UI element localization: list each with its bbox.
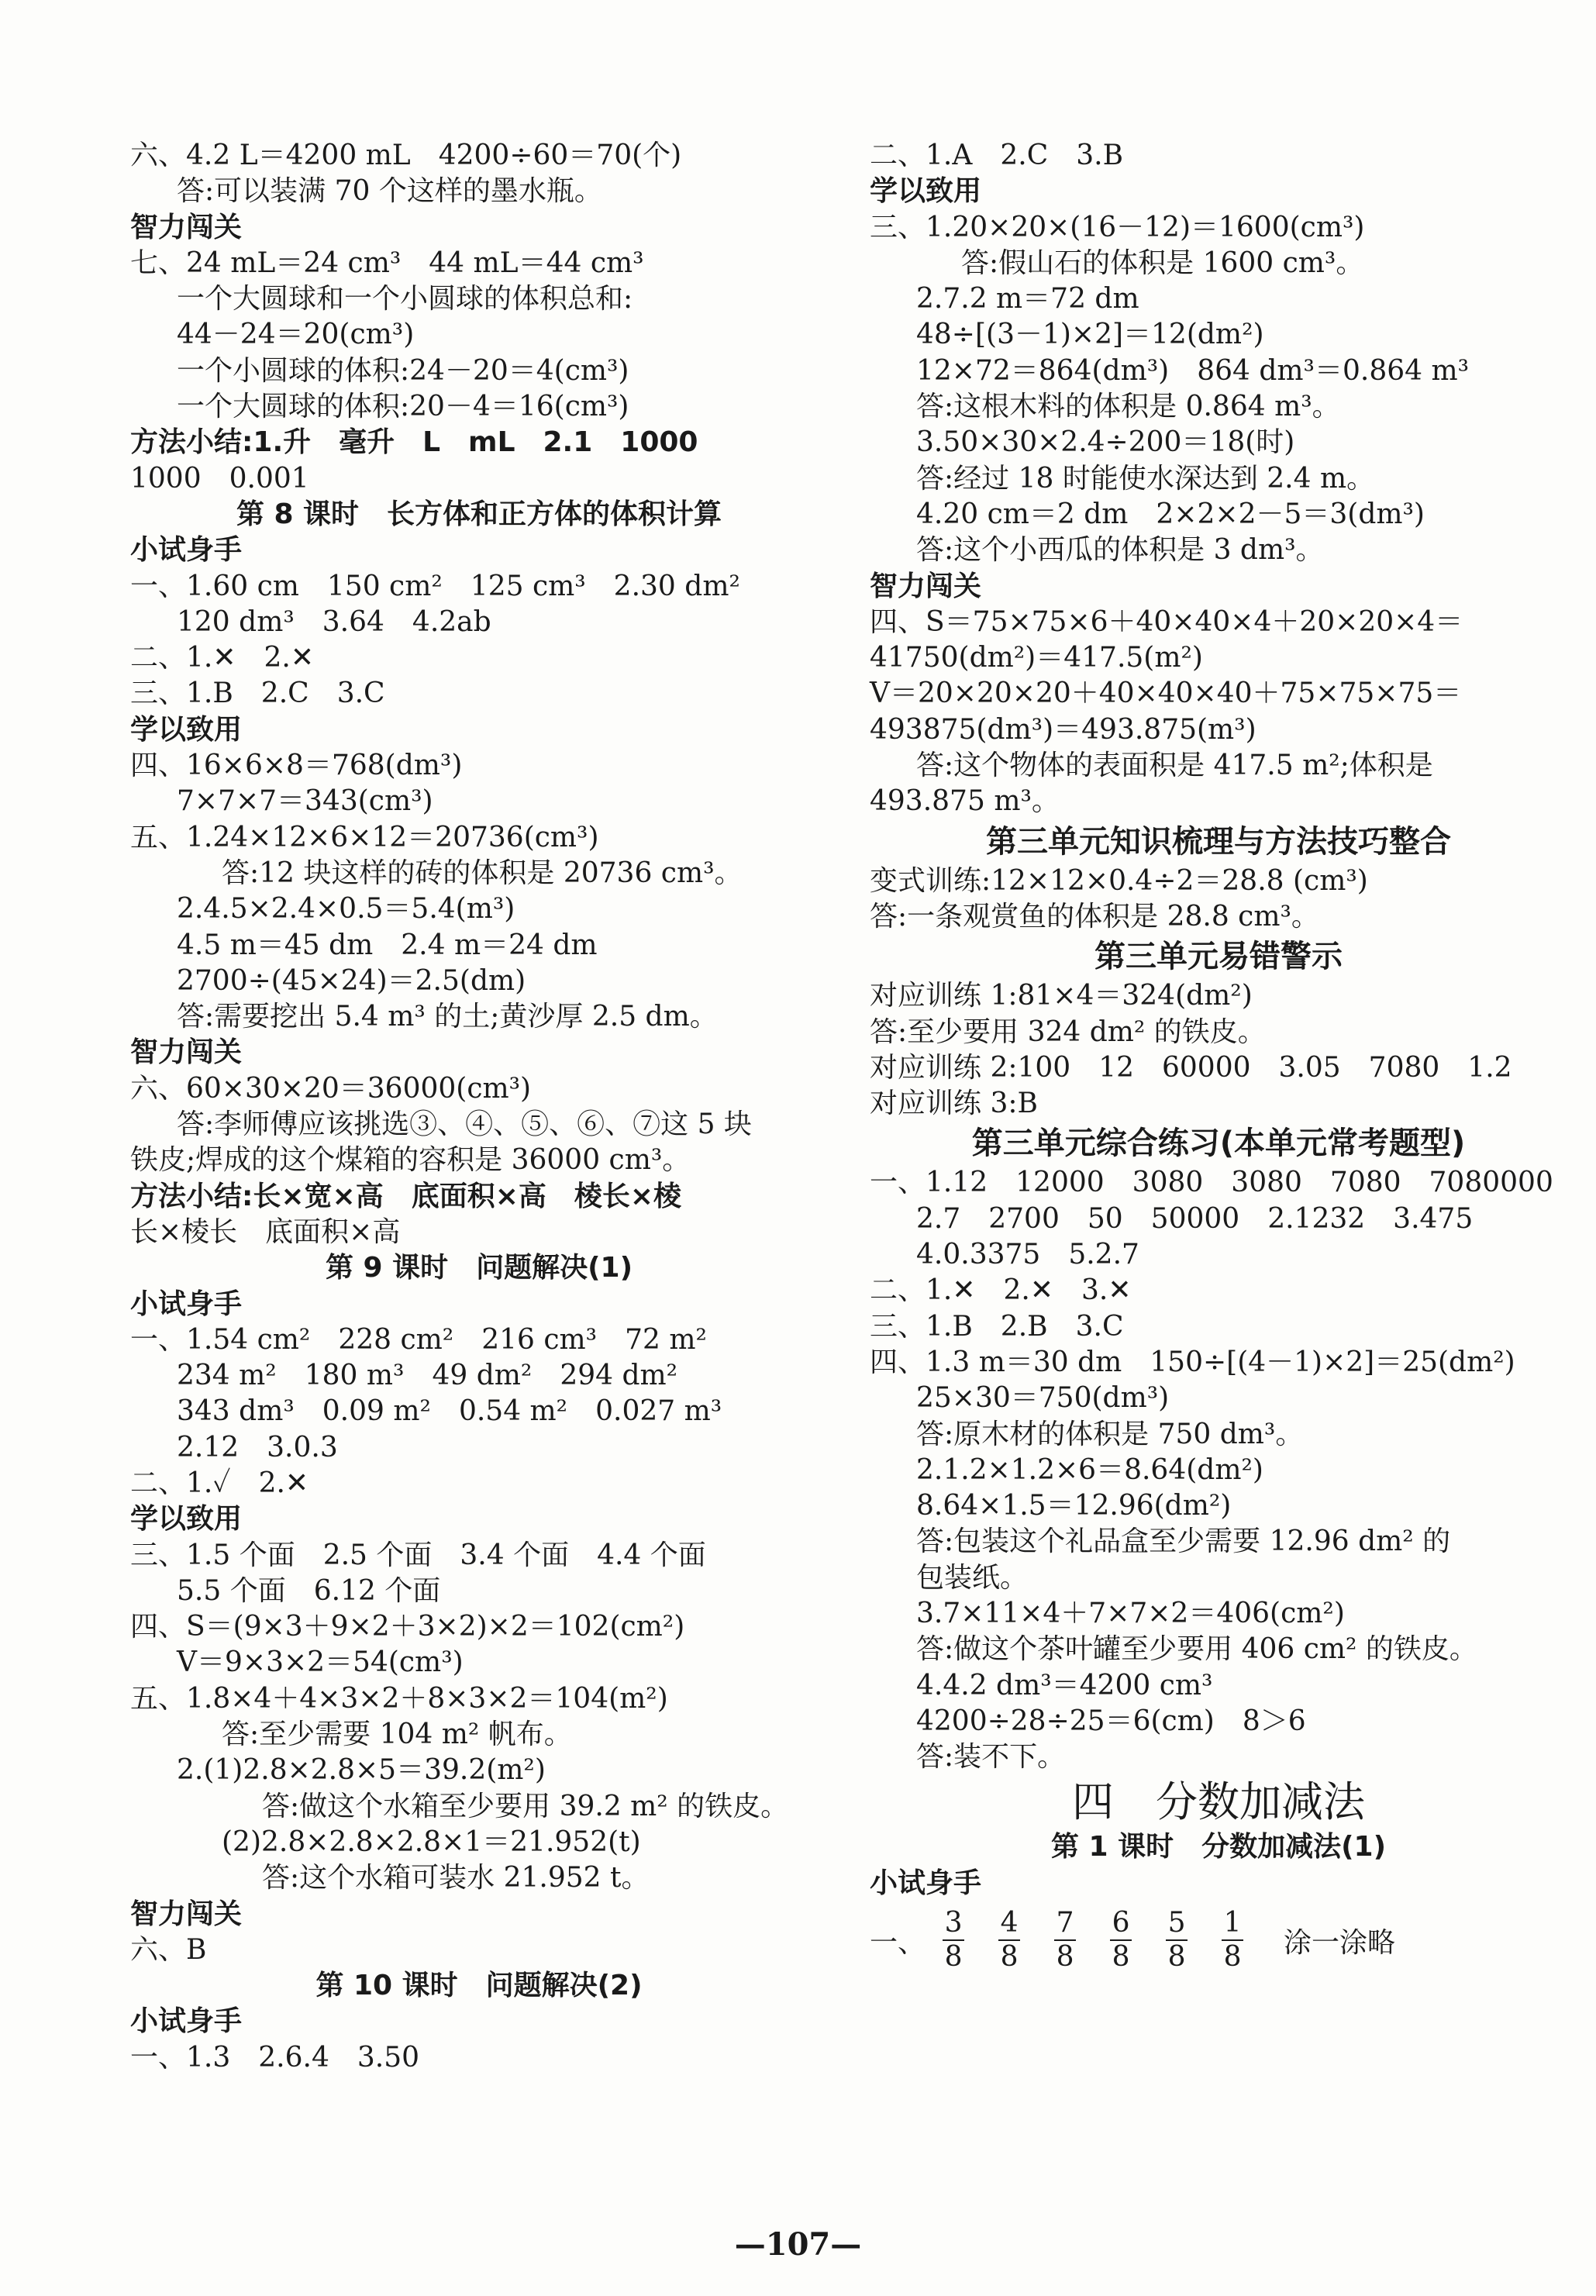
answer-line: 343 dm³ 0.09 m² 0.54 m² 0.027 m³ — [177, 1395, 722, 1428]
answer-line: 12×72＝864(dm³) 864 dm³＝0.864 m³ — [916, 354, 1470, 387]
answer-line: 4.20 cm＝2 dm 2×2×2－5＝3(dm³) — [916, 498, 1425, 530]
answer-line: 四、1.3 m＝30 dm 150÷[(4－1)×2]＝25(dm²) — [870, 1346, 1515, 1378]
answer-line: 1000 0.001 — [130, 462, 309, 495]
section-heading: 学以致用 — [130, 1503, 243, 1536]
page-number: —107— — [734, 2226, 862, 2263]
answer-line: 答:装不下。 — [916, 1741, 1066, 1774]
answer-line: 答:经过 18 时能使水深达到 2.4 m。 — [916, 462, 1375, 495]
answer-line: 答:包装这个礼品盒至少需要 12.96 dm² 的 — [916, 1525, 1451, 1558]
lesson-title: 第 8 课时 长方体和正方体的体积计算 — [236, 498, 722, 530]
section-heading: 小试身手 — [130, 1288, 243, 1320]
answer-line: 4200÷28÷25＝6(cm) 8＞6 — [916, 1705, 1306, 1737]
answer-line: 二、1.A 2.C 3.B — [870, 140, 1124, 171]
answer-line: 长×棱长 底面积×高 — [130, 1215, 401, 1248]
fraction — [1110, 1907, 1132, 1974]
section-heading: 小试身手 — [870, 1867, 982, 1899]
answer-line: 变式训练:12×12×0.4÷2＝28.8 (cm³) — [870, 864, 1368, 897]
answer-line: 答:假山石的体积是 1600 cm³。 — [961, 246, 1364, 279]
answer-line: 4.5 m＝45 dm 2.4 m＝24 dm — [177, 929, 598, 961]
answer-line: 答:这个水箱可装水 21.952 t。 — [262, 1862, 650, 1894]
denominator: 8 — [1056, 1941, 1074, 1974]
answer-line: 一个大圆球的体积:20－4＝16(cm³) — [177, 391, 629, 423]
fraction-note: 涂一涂略 — [1284, 1926, 1396, 1959]
answer-line: 答:原木材的体积是 750 dm³。 — [916, 1418, 1304, 1450]
answer-line: 4.4.2 dm³＝4200 cm³ — [916, 1669, 1213, 1701]
answer-line: 2.7 2700 50 50000 2.1232 3.475 — [916, 1202, 1474, 1235]
answer-line: 2.1.2×1.2×6＝8.64(dm²) — [916, 1453, 1263, 1486]
answer-line: 六、4.2 L＝4200 mL 4200÷60＝70(个) — [130, 140, 682, 171]
answer-line: 120 dm³ 3.64 4.2ab — [177, 605, 491, 638]
fraction — [943, 1907, 964, 1974]
answer-line: 48÷[(3－1)×2]＝12(dm²) — [916, 319, 1264, 351]
answer-line: 2.7.2 m＝72 dm — [916, 283, 1139, 315]
answer-line: 一、1.60 cm 150 cm² 125 cm³ 2.30 dm² — [130, 570, 740, 602]
answer-line: 六、B — [130, 1933, 207, 1966]
section-heading: 学以致用 — [870, 175, 982, 208]
answer-line: V＝20×20×20＋40×40×40＋75×75×75＝ — [870, 677, 1462, 710]
answer-line: 493875(dm³)＝493.875(m³) — [870, 713, 1256, 746]
answer-line: 答:一条观赏鱼的体积是 28.8 cm³。 — [870, 900, 1319, 933]
section-heading: 智力闯关 — [870, 570, 982, 602]
denominator: 8 — [1167, 1941, 1186, 1974]
answer-line: 3.7×11×4＋7×7×2＝406(cm²) — [916, 1597, 1345, 1629]
answer-line: 四、S＝75×75×6＋40×40×4＋20×20×4＝ — [870, 605, 1463, 638]
answer-line: 234 m² 180 m³ 49 dm² 294 dm² — [177, 1360, 678, 1392]
answer-line: 三、1.20×20×(16－12)＝1600(cm³) — [870, 211, 1365, 243]
answer-line: 答:至少需要 104 m² 帆布。 — [222, 1719, 572, 1751]
section-heading: 小试身手 — [130, 534, 243, 567]
fraction-answer-row — [870, 1901, 1567, 1979]
answer-line: 答:这个小西瓜的体积是 3 dm³。 — [916, 534, 1324, 567]
answer-line: 2700÷(45×24)＝2.5(dm) — [177, 964, 526, 997]
section-heading: 小试身手 — [130, 2005, 243, 2038]
answer-line: 包装纸。 — [916, 1561, 1029, 1594]
fraction — [1166, 1907, 1188, 1974]
answer-line: 25×30＝750(dm³) — [916, 1382, 1170, 1415]
fraction — [1054, 1907, 1076, 1974]
answer-line: 2.12 3.0.3 — [177, 1431, 338, 1463]
answer-line: 答:这根木料的体积是 0.864 m³。 — [916, 391, 1340, 423]
answer-line: 答:至少要用 324 dm² 的铁皮。 — [870, 1015, 1266, 1048]
denominator: 8 — [1223, 1941, 1242, 1974]
fraction — [1222, 1907, 1243, 1974]
answer-line: 一、1.54 cm² 228 cm² 216 cm³ 72 m² — [130, 1323, 707, 1356]
answer-line: 四、S＝(9×3＋9×2＋3×2)×2＝102(cm²) — [130, 1611, 685, 1643]
numerator: 4 — [1000, 1907, 1019, 1939]
unit-practice-title: 第三单元综合练习(本单元常考题型) — [971, 1126, 1466, 1162]
answer-line: (2)2.8×2.8×2.8×1＝21.952(t) — [222, 1825, 641, 1858]
numerator: 7 — [1056, 1907, 1074, 1939]
answer-line: 493.875 m³。 — [870, 785, 1060, 818]
lesson-title: 第 9 课时 问题解决(1) — [325, 1252, 633, 1284]
answer-line: 六、60×30×20＝36000(cm³) — [130, 1072, 532, 1105]
question-number: 一、 — [870, 1926, 926, 1959]
numerator: 1 — [1223, 1907, 1242, 1939]
method-summary: 方法小结:1.升 毫升 L mL 2.1 1000 — [130, 426, 698, 459]
answer-line: 四、16×6×8＝768(dm³) — [130, 750, 463, 782]
method-summary: 方法小结:长×宽×高 底面积×高 棱长×棱 — [130, 1180, 682, 1212]
answer-line: 二、1.✓ 2.✕ — [130, 1467, 309, 1499]
answer-line: 二、1.✕ 2.✕ — [130, 642, 315, 674]
right-column — [870, 138, 1567, 1979]
answer-line: 4.0.3375 5.2.7 — [916, 1239, 1139, 1271]
answer-line: 一个大圆球和一个小圆球的体积总和: — [177, 283, 633, 315]
answer-line: 答:李师傅应该挑选③、④、⑤、⑥、⑦这 5 块 — [177, 1108, 752, 1141]
answer-line: 三、1.5 个面 2.5 个面 3.4 个面 4.4 个面 — [130, 1539, 706, 1571]
answer-line: 答:这个物体的表面积是 417.5 m²;体积是 — [916, 750, 1433, 782]
answer-line: 答:做这个茶叶罐至少要用 406 cm² 的铁皮。 — [916, 1633, 1477, 1666]
answer-line: 答:做这个水箱至少要用 39.2 m² 的铁皮。 — [262, 1790, 789, 1822]
answer-line: 铁皮;焊成的这个煤箱的容积是 36000 cm³。 — [130, 1144, 691, 1177]
answer-line: 2.(1)2.8×2.8×5＝39.2(m²) — [177, 1754, 546, 1787]
answer-line: 答:可以装满 70 个这样的墨水瓶。 — [177, 175, 602, 208]
answer-line: 对应训练 1:81×4＝324(dm²) — [870, 980, 1253, 1012]
answer-line: 二、1.✕ 2.✕ 3.✕ — [870, 1274, 1132, 1307]
section-heading: 学以致用 — [130, 713, 243, 746]
answer-line: 对应训练 3:B — [870, 1088, 1038, 1120]
answer-line: 44－24＝20(cm³) — [177, 319, 415, 351]
answer-line: 一个小圆球的体积:24－20＝4(cm³) — [177, 354, 629, 387]
answer-line: 7×7×7＝343(cm³) — [177, 785, 433, 818]
section-heading: 智力闯关 — [130, 1036, 243, 1069]
lesson-title: 第 1 课时 分数加减法(1) — [1050, 1831, 1387, 1863]
denominator: 8 — [944, 1941, 963, 1974]
answer-line: 3.50×30×2.4÷200＝18(时) — [916, 426, 1295, 459]
answer-line: 一、1.12 12000 3080 3080 7080 7080000 — [870, 1167, 1553, 1199]
numerator: 5 — [1167, 1907, 1186, 1939]
answer-line: 一、1.3 2.6.4 3.50 — [130, 2041, 420, 2074]
answer-line: 答:需要挖出 5.4 m³ 的土;黄沙厚 2.5 dm。 — [177, 1001, 718, 1033]
denominator: 8 — [1112, 1941, 1130, 1974]
answer-line: 对应训练 2:100 12 60000 3.05 7080 1.2 — [870, 1051, 1512, 1084]
unit-warning-title: 第三单元易错警示 — [1094, 939, 1343, 975]
answer-line: 8.64×1.5＝12.96(dm²) — [916, 1490, 1232, 1522]
denominator: 8 — [1000, 1941, 1019, 1974]
unit-review-title: 第三单元知识梳理与方法技巧整合 — [986, 823, 1451, 860]
answer-line: 五、1.8×4＋4×3×2＋8×3×2＝104(m²) — [130, 1682, 668, 1715]
answer-line: 七、24 mL＝24 cm³ 44 mL＝44 cm³ — [130, 246, 644, 279]
answer-line: 三、1.B 2.B 3.C — [870, 1310, 1124, 1343]
numerator: 3 — [944, 1907, 963, 1939]
answer-line: V＝9×3×2＝54(cm³) — [177, 1646, 464, 1679]
answer-line: 5.5 个面 6.12 个面 — [177, 1574, 441, 1607]
answer-line: 五、1.24×12×6×12＝20736(cm³) — [130, 821, 599, 853]
answer-line: 2.4.5×2.4×0.5＝5.4(m³) — [177, 893, 515, 926]
section-heading: 智力闯关 — [130, 211, 243, 243]
answer-line: 41750(dm²)＝417.5(m²) — [870, 642, 1203, 674]
answer-line: 三、1.B 2.C 3.C — [130, 677, 385, 710]
numerator: 6 — [1112, 1907, 1130, 1939]
section-heading: 智力闯关 — [130, 1898, 243, 1930]
answer-line: 答:12 块这样的砖的体积是 20736 cm³。 — [222, 857, 743, 889]
fraction — [998, 1907, 1020, 1974]
lesson-title: 第 10 课时 问题解决(2) — [315, 1970, 643, 2002]
left-column — [130, 138, 828, 2076]
chapter-title: 四 分数加减法 — [1072, 1777, 1365, 1827]
